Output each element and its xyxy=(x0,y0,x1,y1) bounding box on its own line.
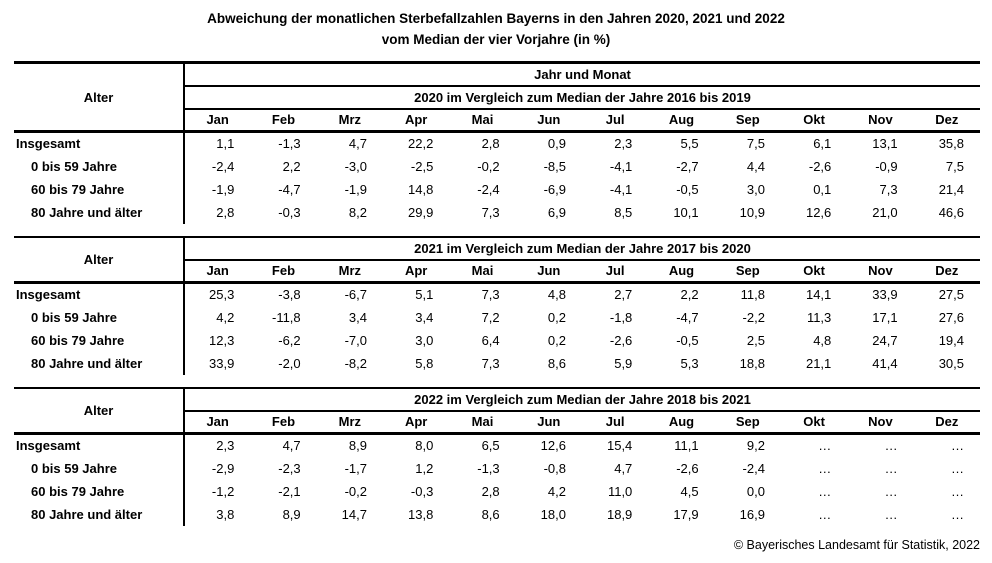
month-header-Sep: Sep xyxy=(715,109,781,132)
age-group-label: Insgesamt xyxy=(14,283,184,306)
deviation-value: 6,9 xyxy=(547,204,566,220)
month-header-Jul: Jul xyxy=(582,260,648,283)
deviation-value: … xyxy=(951,460,964,476)
deviation-value: -1,8 xyxy=(609,309,633,325)
deviation-value: -0,3 xyxy=(278,204,301,220)
deviation-value: 7,2 xyxy=(481,309,500,325)
deviation-value: 3,0 xyxy=(746,181,765,197)
deviation-value: 8,6 xyxy=(547,355,566,371)
header-row-1-2020 xyxy=(14,63,980,86)
age-group-label: 60 bis 79 Jahre xyxy=(14,329,184,352)
deviation-value: 7,5 xyxy=(945,158,964,174)
deviation-value: 11,1 xyxy=(674,438,699,454)
deviation-value: 5,5 xyxy=(680,136,699,152)
age-group-label: 0 bis 59 Jahre xyxy=(14,306,184,329)
deviation-value: -2,6 xyxy=(609,332,633,348)
deviation-value: 0,9 xyxy=(547,136,566,152)
deviation-value: 2,3 xyxy=(614,136,633,152)
deviation-value: -2,1 xyxy=(278,483,301,499)
month-header-Jan: Jan xyxy=(184,260,250,283)
month-header-Okt: Okt xyxy=(781,109,847,132)
month-header-Okt: Okt xyxy=(781,411,847,434)
deviation-value: 2,5 xyxy=(746,332,765,348)
deviation-value: -2,4 xyxy=(477,181,500,197)
deviation-value: 14,7 xyxy=(341,506,367,522)
deviation-value: -2,2 xyxy=(742,309,765,325)
deviation-value: 46,6 xyxy=(938,204,964,220)
deviation-value: -2,9 xyxy=(211,460,235,476)
deviation-value: … xyxy=(818,460,832,476)
deviation-value: -4,7 xyxy=(278,181,301,197)
deviation-value: … xyxy=(884,483,898,499)
deviation-value: 21,0 xyxy=(872,204,898,220)
header-row-1-2021 xyxy=(14,237,980,260)
month-header-Dez: Dez xyxy=(914,411,980,434)
month-header-Mrz: Mrz xyxy=(317,260,383,283)
deviation-value: 8,9 xyxy=(282,506,301,522)
header-row-1-2022 xyxy=(14,388,980,411)
deviation-value: -1,3 xyxy=(477,460,500,476)
copyright-source-note: © Bayerisches Landesamt für Statistik, 2022 xyxy=(733,537,980,552)
deviation-value: … xyxy=(951,483,964,499)
deviation-value: 2,8 xyxy=(216,204,235,220)
age-group-label: 80 Jahre und älter xyxy=(14,201,184,224)
deviation-value: -11,8 xyxy=(271,309,301,325)
month-header-Sep: Sep xyxy=(715,411,781,434)
deviation-value: 8,5 xyxy=(614,204,633,220)
report-title xyxy=(0,0,992,50)
month-header-Feb: Feb xyxy=(250,411,316,434)
deviation-value: … xyxy=(818,483,832,499)
deviation-value: 0,2 xyxy=(547,332,566,348)
deviation-value: -6,2 xyxy=(278,332,301,348)
month-header-Jan: Jan xyxy=(184,411,250,434)
deviation-value: … xyxy=(884,438,898,454)
month-header-Aug: Aug xyxy=(648,109,714,132)
deviation-value: 4,7 xyxy=(614,460,633,476)
deviation-value: 27,6 xyxy=(938,309,964,325)
deviation-value: -0,5 xyxy=(676,181,699,197)
deviation-value: 2,8 xyxy=(481,483,500,499)
deviation-value: 7,3 xyxy=(879,181,898,197)
deviation-value: -7,0 xyxy=(344,332,367,348)
deviation-value: -8,5 xyxy=(543,158,566,174)
month-header-Apr: Apr xyxy=(383,260,449,283)
age-group-label: 80 Jahre und älter xyxy=(14,503,184,526)
deviation-value: 8,6 xyxy=(481,506,500,522)
deviation-value: 7,5 xyxy=(746,136,765,152)
deviation-value: -2,6 xyxy=(808,158,832,174)
month-header-Mai: Mai xyxy=(449,411,515,434)
deviation-value: -3,8 xyxy=(278,287,301,303)
deviation-value: -1,9 xyxy=(211,181,235,197)
deviation-value: 7,3 xyxy=(481,355,500,371)
deviation-value: -6,9 xyxy=(543,181,566,197)
deviation-value: 12,6 xyxy=(805,204,832,220)
section-title-2022: 2022 im Vergleich zum Median der Jahre 2018 bis 2021 xyxy=(184,388,980,411)
deviation-value: … xyxy=(818,506,832,522)
alter-column-header: Alter xyxy=(14,63,184,132)
deviation-value: 9,2 xyxy=(746,438,765,454)
deviation-value: 11,8 xyxy=(740,287,765,303)
deviation-value: 2,2 xyxy=(680,287,699,303)
deviation-value: 17,1 xyxy=(872,309,898,325)
deviation-value: 18,9 xyxy=(606,506,633,522)
age-group-label: 0 bis 59 Jahre xyxy=(14,457,184,480)
deviation-value: 5,9 xyxy=(614,355,633,371)
deviation-value: 3,8 xyxy=(216,506,235,522)
deviation-value: 4,7 xyxy=(282,438,301,454)
deviation-value: … xyxy=(951,438,964,454)
deviation-value: 8,0 xyxy=(415,438,434,454)
age-group-label: 80 Jahre und älter xyxy=(14,352,184,375)
deviation-value: 2,3 xyxy=(216,438,235,454)
month-header-Okt: Okt xyxy=(781,260,847,283)
report-title-line-1: Abweichung der monatlichen Sterbefallzahlen Bayerns in den Jahren 2020, 2021 und 2022 xyxy=(207,11,785,26)
month-header-Jun: Jun xyxy=(516,109,582,132)
table-row xyxy=(14,178,980,201)
deviation-value: 22,2 xyxy=(408,136,434,152)
month-header-Jun: Jun xyxy=(516,260,582,283)
deviation-value: 11,0 xyxy=(607,483,633,499)
deviation-value: … xyxy=(884,460,898,476)
deviation-value: -3,0 xyxy=(344,158,367,174)
month-header-Jan: Jan xyxy=(184,109,250,132)
deviation-value: 1,1 xyxy=(216,136,235,152)
deviation-value: 24,7 xyxy=(872,332,898,348)
deviation-value: -0,8 xyxy=(543,460,566,476)
month-header-Aug: Aug xyxy=(648,260,714,283)
deviation-value: 21,1 xyxy=(805,355,832,371)
deviation-value: -0,3 xyxy=(410,483,434,499)
age-group-label: Insgesamt xyxy=(14,434,184,457)
deviation-value: -0,5 xyxy=(676,332,699,348)
deviation-value: 4,4 xyxy=(746,158,765,174)
deviation-value: -2,5 xyxy=(410,158,434,174)
deviation-table-2021 xyxy=(14,236,980,375)
month-header-Mai: Mai xyxy=(449,109,515,132)
deviation-value: 7,3 xyxy=(481,204,500,220)
deviation-value: … xyxy=(884,506,898,522)
table-row xyxy=(14,283,980,306)
deviation-value: -0,2 xyxy=(344,483,367,499)
deviation-value: 12,3 xyxy=(209,332,235,348)
deviation-value: -1,7 xyxy=(344,460,367,476)
month-header-Sep: Sep xyxy=(715,260,781,283)
deviation-value: -0,2 xyxy=(477,158,500,174)
deviation-value: 25,3 xyxy=(209,287,235,303)
deviation-value: -1,2 xyxy=(211,483,235,499)
deviation-value: 13,8 xyxy=(408,506,434,522)
deviation-value: 19,4 xyxy=(938,332,964,348)
deviation-value: 4,5 xyxy=(680,483,699,499)
deviation-value: 6,4 xyxy=(481,332,500,348)
deviation-value: 27,5 xyxy=(938,287,964,303)
deviation-value: 33,9 xyxy=(209,355,235,371)
deviation-value: 17,9 xyxy=(673,506,699,522)
deviation-value: -0,9 xyxy=(875,158,898,174)
deviation-value: 4,8 xyxy=(813,332,832,348)
month-header-Dez: Dez xyxy=(914,260,980,283)
deviation-value: 5,1 xyxy=(415,287,434,303)
deviation-value: -6,7 xyxy=(344,287,367,303)
deviation-value: 33,9 xyxy=(872,287,898,303)
deviation-table-2022 xyxy=(14,387,980,526)
deviation-value: 29,9 xyxy=(408,204,434,220)
month-header-Mrz: Mrz xyxy=(317,109,383,132)
deviation-value: -2,3 xyxy=(278,460,301,476)
deviation-table-2020 xyxy=(14,61,980,224)
month-header-Jun: Jun xyxy=(516,411,582,434)
deviation-value: 2,7 xyxy=(614,287,633,303)
table-row xyxy=(14,155,980,178)
deviation-value: -1,9 xyxy=(344,181,367,197)
deviation-value: 6,5 xyxy=(481,438,500,454)
alter-column-header: Alter xyxy=(14,388,184,434)
deviation-value: 5,8 xyxy=(415,355,434,371)
deviation-value: -2,4 xyxy=(742,460,765,476)
deviation-tables-container xyxy=(0,61,992,526)
table-row xyxy=(14,352,980,375)
table-row xyxy=(14,132,980,155)
deviation-value: … xyxy=(818,438,832,454)
report-title-line-2: vom Median der vier Vorjahre (in %) xyxy=(381,32,611,47)
month-header-Apr: Apr xyxy=(383,109,449,132)
deviation-value: -8,2 xyxy=(344,355,367,371)
deviation-value: 0,1 xyxy=(813,181,832,197)
table-row xyxy=(14,503,980,526)
deviation-value: 18,0 xyxy=(540,506,566,522)
deviation-value: 30,5 xyxy=(938,355,964,371)
table-row xyxy=(14,201,980,224)
age-group-label: 60 bis 79 Jahre xyxy=(14,480,184,503)
deviation-value: 3,4 xyxy=(348,309,367,325)
table-row xyxy=(14,329,980,352)
deviation-value: 21,4 xyxy=(938,181,964,197)
deviation-value: 1,2 xyxy=(415,460,434,476)
section-title-2020: 2020 im Vergleich zum Median der Jahre 2016 bis 2019 xyxy=(184,86,980,109)
alter-column-header: Alter xyxy=(14,237,184,283)
deviation-value: 4,8 xyxy=(547,287,566,303)
deviation-value: -2,4 xyxy=(211,158,235,174)
deviation-value: -4,7 xyxy=(676,309,699,325)
deviation-value: -4,1 xyxy=(609,181,633,197)
deviation-value: 2,2 xyxy=(282,158,301,174)
age-group-label: Insgesamt xyxy=(14,132,184,155)
deviation-value: 0,0 xyxy=(746,483,765,499)
deviation-value: 10,9 xyxy=(739,204,765,220)
deviation-value: 12,6 xyxy=(540,438,566,454)
month-header-Feb: Feb xyxy=(250,109,316,132)
deviation-value: 14,8 xyxy=(408,181,434,197)
deviation-value: 4,2 xyxy=(547,483,566,499)
deviation-value: 14,1 xyxy=(805,287,832,303)
jahr-und-monat-header: Jahr und Monat xyxy=(184,63,980,86)
deviation-value: 8,9 xyxy=(348,438,367,454)
deviation-value: 4,7 xyxy=(348,136,367,152)
table-row xyxy=(14,457,980,480)
deviation-value: -2,0 xyxy=(278,355,301,371)
deviation-value: 0,2 xyxy=(547,309,566,325)
deviation-value: -4,1 xyxy=(609,158,633,174)
month-header-Jul: Jul xyxy=(582,109,648,132)
deviation-value: -2,6 xyxy=(676,460,699,476)
deviation-value: 3,4 xyxy=(415,309,434,325)
deviation-value: 10,1 xyxy=(673,204,699,220)
age-group-label: 60 bis 79 Jahre xyxy=(14,178,184,201)
table-row xyxy=(14,434,980,457)
month-header-Nov: Nov xyxy=(847,260,913,283)
deviation-value: 5,3 xyxy=(680,355,699,371)
month-header-Aug: Aug xyxy=(648,411,714,434)
deviation-value: … xyxy=(951,506,964,522)
month-header-Feb: Feb xyxy=(250,260,316,283)
month-header-Apr: Apr xyxy=(383,411,449,434)
deviation-value: -2,7 xyxy=(676,158,699,174)
deviation-value: 3,0 xyxy=(415,332,434,348)
deviation-value: 35,8 xyxy=(938,136,964,152)
deviation-value: 6,1 xyxy=(813,136,832,152)
deviation-value: 41,4 xyxy=(872,355,898,371)
deviation-value: 11,3 xyxy=(806,309,832,325)
deviation-value: 13,1 xyxy=(872,136,898,152)
month-header-Jul: Jul xyxy=(582,411,648,434)
month-header-Nov: Nov xyxy=(847,109,913,132)
deviation-value: 2,8 xyxy=(481,136,500,152)
deviation-value: 16,9 xyxy=(739,506,765,522)
month-header-Mrz: Mrz xyxy=(317,411,383,434)
deviation-value: -1,3 xyxy=(278,136,301,152)
deviation-value: 18,8 xyxy=(739,355,765,371)
age-group-label: 0 bis 59 Jahre xyxy=(14,155,184,178)
deviation-value: 7,3 xyxy=(481,287,500,303)
month-header-Mai: Mai xyxy=(449,260,515,283)
table-row xyxy=(14,480,980,503)
month-header-Dez: Dez xyxy=(914,109,980,132)
section-title-2021: 2021 im Vergleich zum Median der Jahre 2017 bis 2020 xyxy=(184,237,980,260)
deviation-value: 8,2 xyxy=(348,204,367,220)
deviation-value: 15,4 xyxy=(606,438,633,454)
deviation-value: 4,2 xyxy=(216,309,235,325)
month-header-Nov: Nov xyxy=(847,411,913,434)
table-row xyxy=(14,306,980,329)
